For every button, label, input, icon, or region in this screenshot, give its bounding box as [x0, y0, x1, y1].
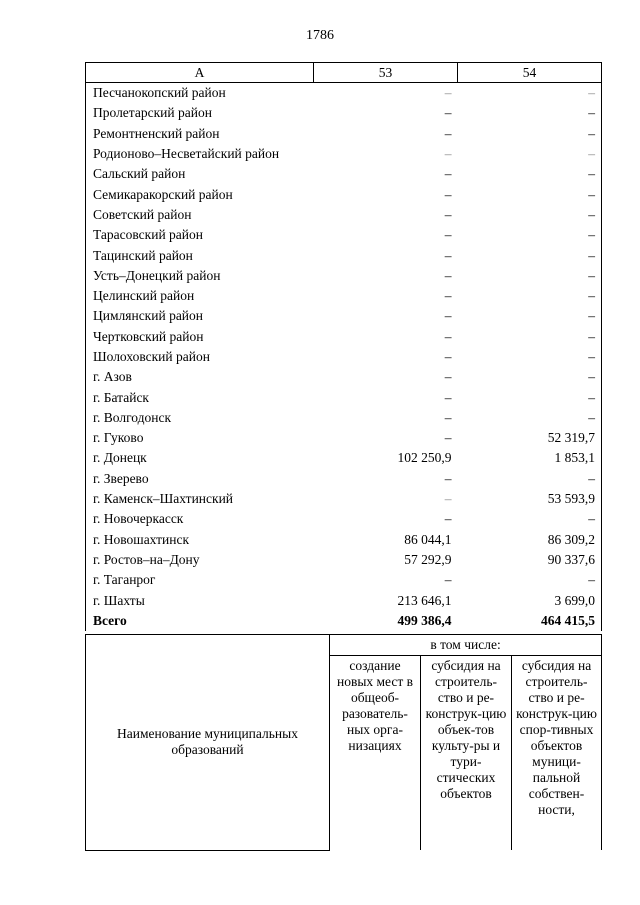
table-row: [86, 550, 602, 570]
table-row: [86, 448, 602, 468]
district-name: Цимлянский район: [86, 306, 314, 326]
value-54: –: [458, 245, 602, 265]
district-name: Чертковский район: [86, 327, 314, 347]
table-row: [86, 266, 602, 286]
value-54: 1 853,1: [458, 448, 602, 468]
header-col-53: 53: [314, 63, 458, 83]
value-54: 86 309,2: [458, 530, 602, 550]
table-row: [86, 103, 602, 123]
value-54: –: [458, 367, 602, 387]
value-54: –: [458, 205, 602, 225]
table-row: [86, 144, 602, 164]
total-54: 464 415,5: [458, 611, 602, 631]
value-53: 213 646,1: [397, 592, 452, 608]
value-54: –: [458, 266, 602, 286]
table-header-row: [86, 63, 602, 83]
value-53: –: [444, 227, 452, 243]
value-53: –: [444, 389, 452, 405]
value-53: –: [444, 430, 452, 446]
table-row: [86, 124, 602, 144]
table-row: [86, 184, 602, 204]
value-53: –: [444, 369, 452, 385]
value-53: 86 044,1: [404, 531, 452, 547]
table-row: [86, 205, 602, 225]
table-row: [86, 570, 602, 590]
value-53: –: [444, 572, 452, 588]
table-row: [86, 509, 602, 529]
total-label: Всего: [86, 611, 314, 631]
table-row: [86, 347, 602, 367]
value-53: –: [444, 85, 452, 101]
table-row: [86, 367, 602, 387]
district-name: Усть–Донецкий район: [86, 266, 314, 286]
value-53: –: [444, 409, 452, 425]
value-53: –: [444, 247, 452, 263]
district-name: г. Гуково: [86, 428, 314, 448]
table-row: [86, 327, 602, 347]
value-54: –: [458, 306, 602, 326]
table-row: [86, 489, 602, 509]
value-54: –: [458, 83, 602, 104]
value-54: –: [458, 347, 602, 367]
table-row: [86, 387, 602, 407]
table-row: [86, 428, 602, 448]
value-54: –: [458, 124, 602, 144]
value-53: 57 292,9: [404, 551, 452, 567]
district-name: Ремонтненский район: [86, 124, 314, 144]
district-name: г. Новошахтинск: [86, 530, 314, 550]
value-53: –: [444, 470, 452, 486]
district-name: г. Таганрог: [86, 570, 314, 590]
value-54: –: [458, 225, 602, 245]
value-54: –: [458, 387, 602, 407]
value-53: –: [444, 349, 452, 364]
district-name: г. Батайск: [86, 387, 314, 407]
value-53: –: [444, 288, 452, 304]
value-53: –: [444, 511, 452, 527]
total-53: 499 386,4: [397, 612, 452, 628]
value-53: –: [444, 105, 452, 121]
col-new-school-places: создание новых мест в общеоб-разователь-ных орга-низациях: [330, 656, 421, 851]
table-row: [86, 469, 602, 489]
district-name: Сальский район: [86, 164, 314, 184]
table-row: [86, 225, 602, 245]
district-name: Пролетарский район: [86, 103, 314, 123]
table-row: [86, 83, 602, 104]
value-53: –: [444, 267, 452, 283]
value-54: –: [458, 144, 602, 164]
district-name: г. Донецк: [86, 448, 314, 468]
col-sport-subsidy: субсидия на строитель-ство и ре-конструк-цию спор-тивных объектов муници-пальной собствен-ности,: [512, 656, 602, 851]
value-54: 90 337,6: [458, 550, 602, 570]
district-name: г. Волгодонск: [86, 408, 314, 428]
value-54: –: [458, 286, 602, 306]
district-name: Тарасовский район: [86, 225, 314, 245]
value-54: –: [458, 570, 602, 590]
district-name: Семикаракорский район: [86, 184, 314, 204]
table-row: [86, 164, 602, 184]
total-row: [86, 611, 602, 631]
district-name: Родионово–Несветайский район: [86, 144, 314, 164]
value-53: –: [444, 206, 452, 222]
value-54: –: [458, 509, 602, 529]
table-row: [86, 245, 602, 265]
table-row: [86, 286, 602, 306]
district-name: Целинский район: [86, 286, 314, 306]
district-name: г. Новочеркасск: [86, 509, 314, 529]
value-53: 102 250,9: [397, 450, 452, 466]
district-name: г. Зверево: [86, 469, 314, 489]
district-name: г. Азов: [86, 367, 314, 387]
district-name: Тацинский район: [86, 245, 314, 265]
value-54: 52 319,7: [458, 428, 602, 448]
value-54: –: [458, 408, 602, 428]
value-54: 3 699,0: [458, 590, 602, 610]
table-row: [86, 590, 602, 610]
value-54: –: [458, 184, 602, 204]
table-row: [86, 306, 602, 326]
value-53: –: [444, 308, 452, 324]
value-54: –: [458, 469, 602, 489]
district-name: Песчанокопский район: [86, 83, 314, 104]
data-table: [85, 62, 602, 631]
including-header: в том числе:: [330, 635, 602, 656]
page-number: 1786: [306, 28, 334, 43]
district-name: Шолоховский район: [86, 347, 314, 367]
municipality-name-header: Наименование муниципальных образований: [86, 635, 330, 851]
district-name: г. Ростов–на–Дону: [86, 550, 314, 570]
table-row: [86, 530, 602, 550]
col-culture-subsidy: субсидия на строитель-ство и ре-конструк-цию объек-тов культу-ры и тури-стических объектов: [421, 656, 512, 851]
header-col-54: 54: [458, 63, 602, 83]
value-53: –: [444, 491, 452, 507]
value-54: –: [458, 327, 602, 347]
value-53: –: [444, 166, 452, 182]
value-54: –: [458, 164, 602, 184]
value-54: 53 593,9: [458, 489, 602, 509]
value-53: –: [444, 125, 452, 141]
second-table-header: [85, 634, 602, 851]
header-col-a: А: [86, 63, 314, 83]
value-53: –: [444, 146, 452, 162]
value-53: –: [444, 328, 452, 344]
table-row: [86, 408, 602, 428]
value-53: –: [444, 186, 452, 202]
district-name: Советский район: [86, 205, 314, 225]
district-name: г. Шахты: [86, 590, 314, 610]
value-54: –: [458, 103, 602, 123]
district-name: г. Каменск–Шахтинский: [86, 489, 314, 509]
